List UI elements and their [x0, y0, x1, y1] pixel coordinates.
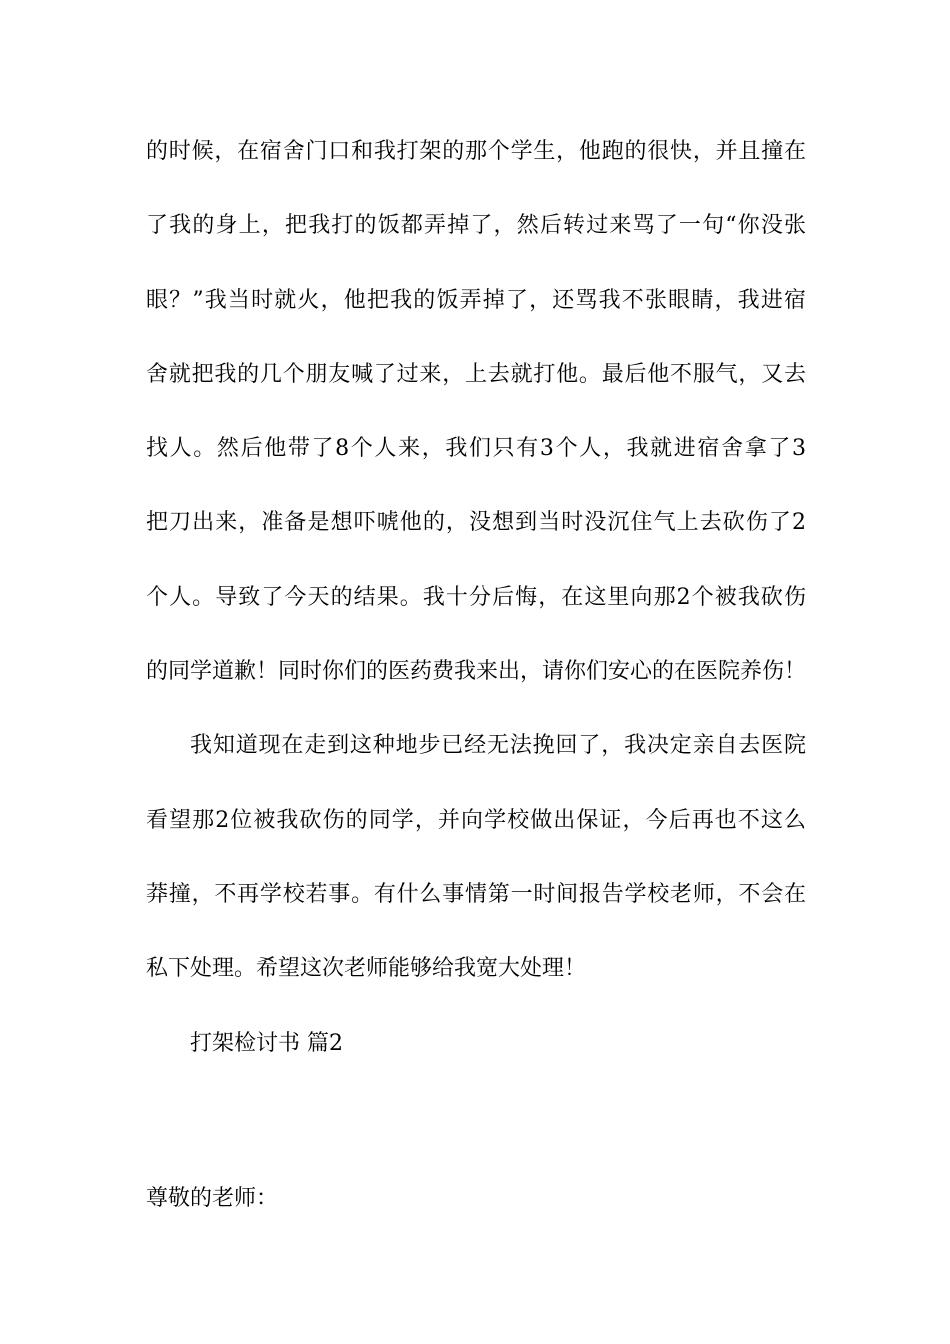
body-line-5: 找人。然后他带了8个人来，我们只有3个人，我就进宿舍拿了3 — [146, 436, 806, 461]
section-heading: 打架检讨书 篇2 — [190, 1031, 343, 1056]
salutation: 尊敬的老师： — [146, 1186, 279, 1211]
body-line-2: 了我的身上，把我打的饭都弄掉了，然后转过来骂了一句“你没张 — [146, 213, 806, 238]
body-line-10: 看望那2位被我砍伤的同学，并向学校做出保证，今后再也不这么 — [146, 808, 806, 833]
body-line-9: 我知道现在走到这种地步已经无法挽回了，我决定亲自去医院 — [190, 733, 806, 758]
body-line-3: 眼？”我当时就火，他把我的饭弄掉了，还骂我不张眼睛，我进宿 — [146, 288, 806, 313]
body-line-6: 把刀出来，准备是想吓唬他的，没想到当时没沉住气上去砍伤了2 — [146, 510, 806, 535]
body-line-11: 莽撞，不再学校若事。有什么事情第一时间报告学校老师，不会在 — [146, 882, 806, 907]
body-line-1: 的时候，在宿舍门口和我打架的那个学生，他跑的很快，并且撞在 — [146, 139, 806, 164]
body-line-12: 私下处理。希望这次老师能够给我宽大处理！ — [146, 956, 587, 981]
body-line-8: 的同学道歉！同时你们的医药费我来出，请你们安心的在医院养伤！ — [146, 659, 807, 684]
body-line-4: 舍就把我的几个朋友喊了过来，上去就打他。最后他不服气，又去 — [146, 362, 806, 387]
body-line-7: 个人。导致了今天的结果。我十分后悔，在这里向那2个被我砍伤 — [146, 585, 806, 610]
